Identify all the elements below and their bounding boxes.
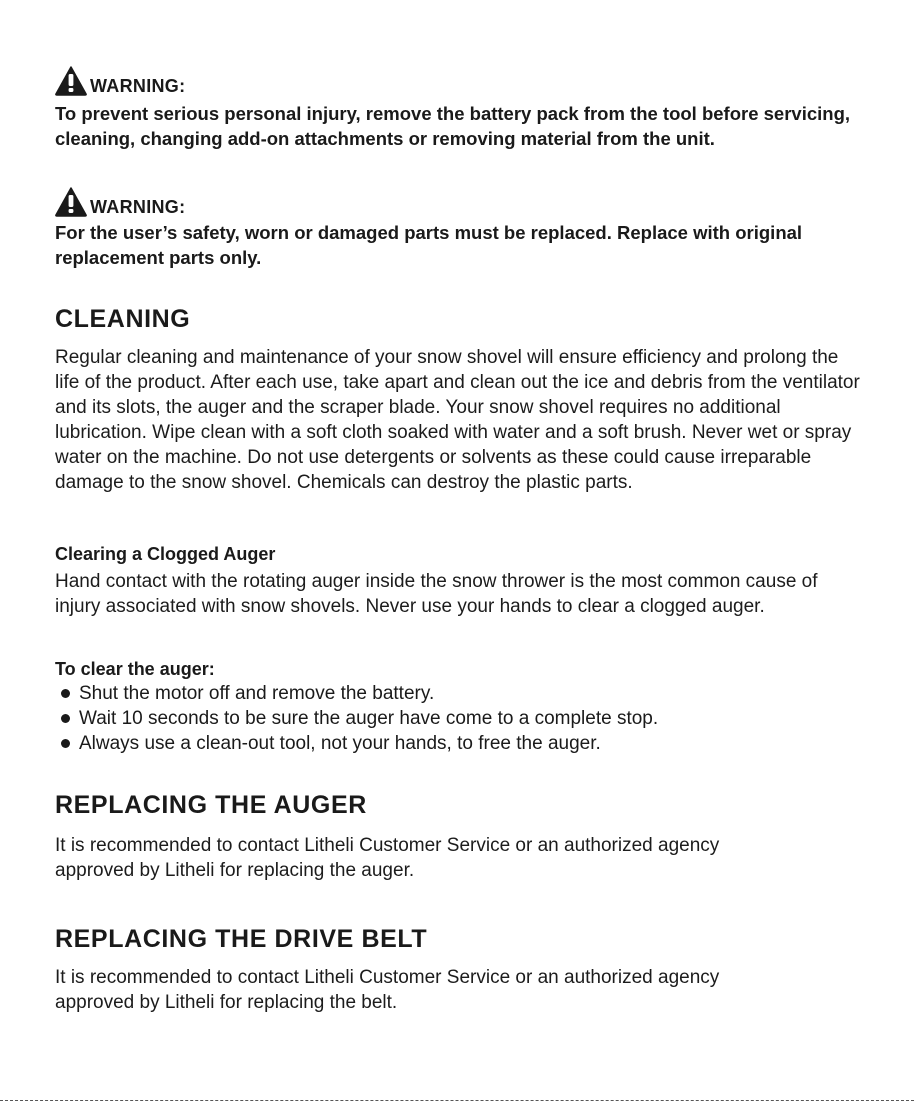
warning-triangle-icon [55, 66, 87, 96]
replacing-auger-paragraph: It is recommended to contact Litheli Customer Service or an authorized agency approved by Litheli for replacing the auger. [55, 835, 720, 881]
replacing-drive-belt-paragraph: It is recommended to contact Litheli Customer Service or an authorized agency approved by Litheli for replacing the belt. [55, 967, 720, 1013]
section-title-cleaning: CLEANING [55, 305, 191, 333]
clear-steps-title: To clear the auger: [55, 659, 215, 679]
page-cut-line [0, 1100, 914, 1101]
clear-steps-list [55, 681, 658, 756]
section-title-replacing-drive-belt: REPLACING THE DRIVE BELT [55, 925, 428, 953]
warning-heading [55, 66, 185, 96]
warning-heading [55, 187, 185, 217]
bullet-icon [61, 689, 70, 698]
warning-text: For the user’s safety, worn or damaged parts must be replaced. Replace with original replacement parts only. [55, 222, 803, 268]
clogged-auger-paragraph: Hand contact with the rotating auger inside the snow thrower is the most common cause of injury associated with snow shovels. Never use your hands to clear a clogged auger. [55, 571, 818, 617]
cleaning-paragraph: Regular cleaning and maintenance of your snow shovel will ensure efficiency and prolong the life of the product. After each use, take apart and clean out the ice and debris from the ventilator and its slots, the auger and the scraper blade. Your snow shovel requires no additional lubrication. Wipe clean with a soft cloth soaked with water and a soft brush. Never wet or spray water on the machine. Do not use detergents or solvents as these could cause irreparable damage to the snow shovel. Chemicals can destroy the plastic parts. [55, 347, 860, 493]
warning-text: To prevent serious personal injury, remove the battery pack from the tool before servicing, cleaning, changing add-on attachments or removing material from the unit. [55, 103, 851, 149]
subsection-title-clogged-auger: Clearing a Clogged Auger [55, 544, 276, 564]
bullet-icon [61, 714, 70, 723]
list-item [55, 706, 658, 731]
warning-label: WARNING: [90, 197, 186, 217]
warning-label: WARNING: [90, 76, 186, 96]
list-item-text: Always use a clean-out tool, not your hands, to free the auger. [79, 733, 601, 754]
bullet-icon [61, 739, 70, 748]
list-item-text: Shut the motor off and remove the battery. [79, 683, 435, 704]
section-title-replacing-auger: REPLACING THE AUGER [55, 791, 367, 819]
list-item [55, 681, 658, 706]
warning-triangle-icon [55, 187, 87, 217]
list-item [55, 731, 658, 756]
list-item-text: Wait 10 seconds to be sure the auger have come to a complete stop. [79, 708, 659, 729]
